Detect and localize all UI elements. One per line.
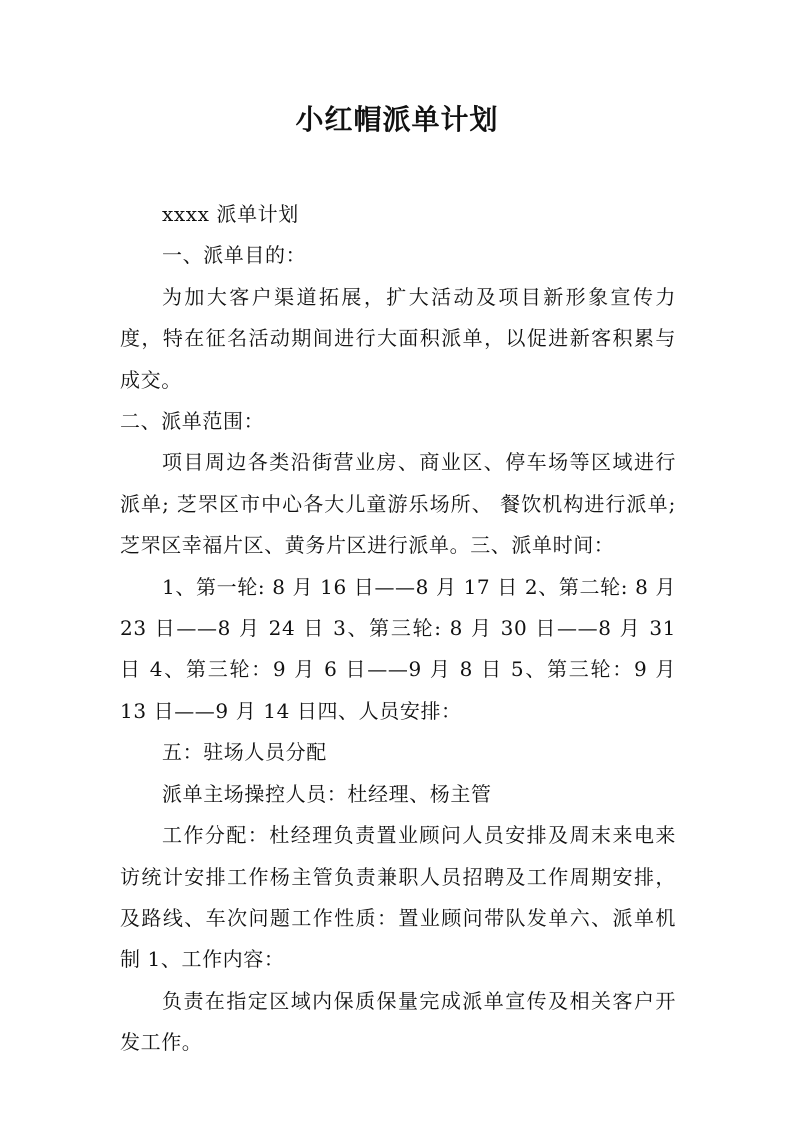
document-body [120,194,676,1064]
paragraph-work-content: 负责在指定区域内保质保量完成派单宣传及相关客户开发工作。 [120,988,676,1055]
paragraph-schedule: 1、第一轮: 8 月 16 日——8 月 17 日 2、第二轮: 8 月 23 日——8 月 24 日 3、第三轮: 8 月 30 日——8 月 31 日 4、第三轮：9 月 6 日——9 月 8 日 5、第三轮：9 月 13 日——9 月 14 日四、人员安排： [120,574,676,723]
paragraph-assignment: 工作分配：杜经理负责置业顾问人员安排及周末来电来访统计安排工作杨主管负责兼职人员招聘及工作周期安排，及路线、车次问题工作性质：置业顾问带队发单六、派单机制 1、工作内容： [120,823,676,972]
heading-purpose: 一、派单目的： [162,243,307,268]
paragraph-controllers: 派单主场操控人员：杜经理、杨主管 [162,781,492,806]
heading-scope: 二、派单范围： [120,409,265,434]
paragraph-plan-name: xxxx 派单计划 [162,202,299,226]
heading-staff: 五：驻场人员分配 [162,740,327,765]
paragraph-purpose: 为加大客户渠道拓展，扩大活动及项目新形象宣传力度，特在征名活动期间进行大面积派单，以促进新客积累与成交。 [120,284,676,392]
document-title: 小红帽派单计划 [295,103,499,136]
paragraph-scope: 项目周边各类沿街营业房、商业区、停车场等区域进行派单; 芝罘区市中心各大儿童游乐场所、 餐饮机构进行派单; 芝罘区幸福片区、黄务片区进行派单。三、派单时间： [120,450,676,558]
